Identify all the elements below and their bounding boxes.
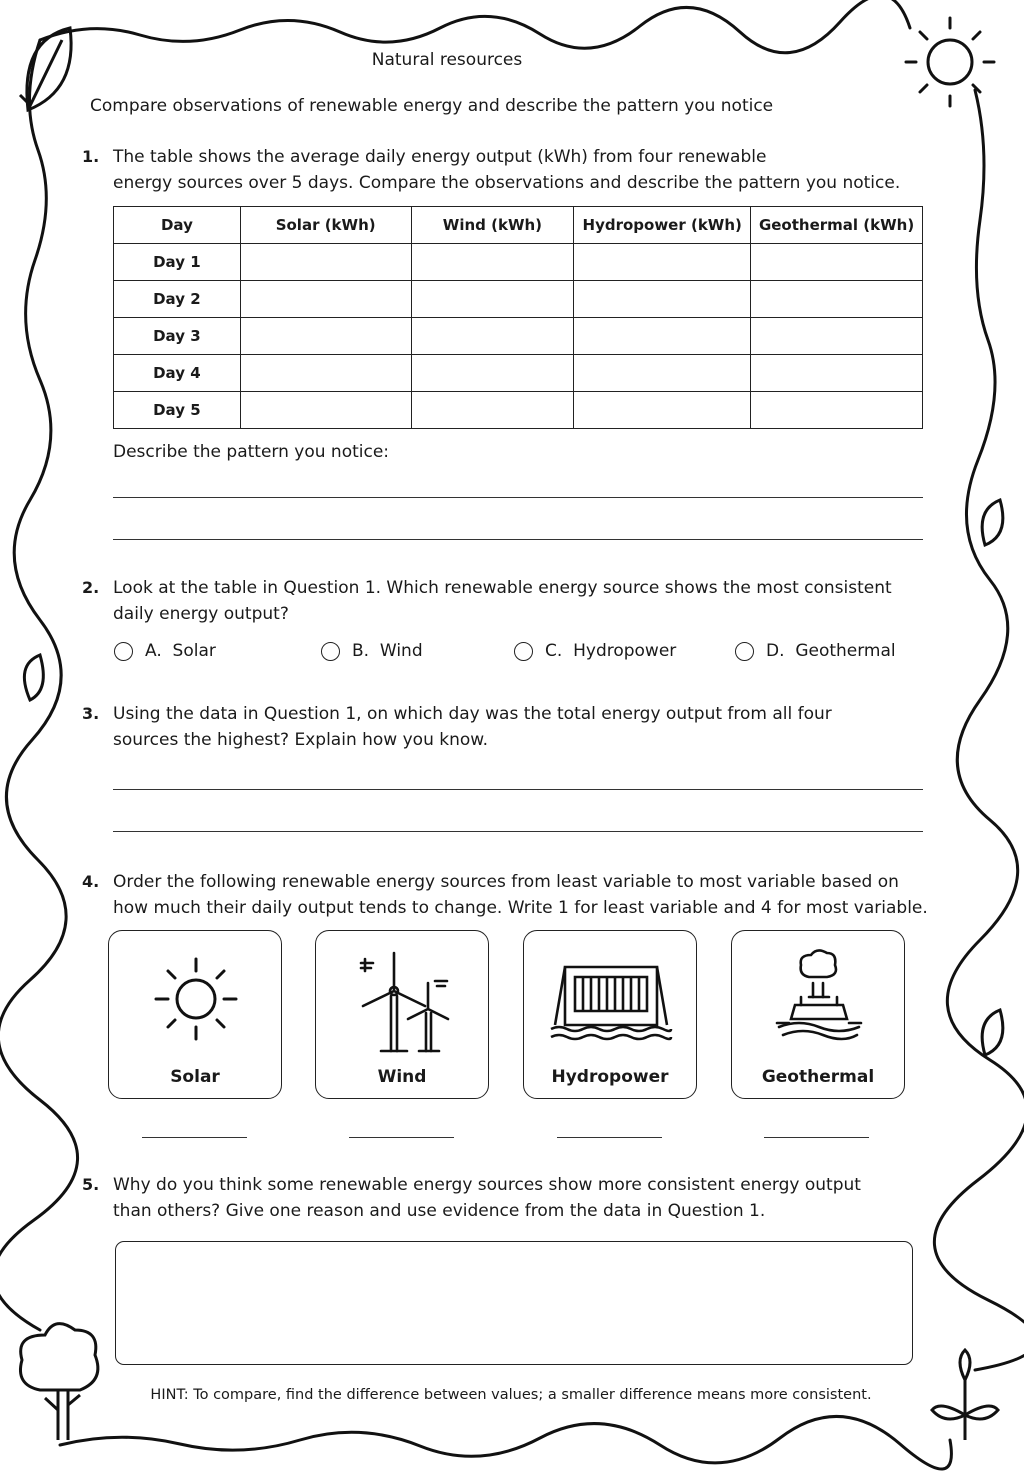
answer-box[interactable]: [115, 1241, 913, 1365]
question-1: [82, 144, 942, 196]
dam-icon: [549, 965, 673, 1043]
question-number: 2.: [82, 578, 100, 597]
question-text: Why do you think some renewable energy sources show more consistent energy output than others? Give one reason and use evidence from the data in Question 1.: [113, 1175, 861, 1221]
answer-cell[interactable]: [240, 281, 411, 318]
question-text: Order the following renewable energy sources from least variable to most variable based on how much their daily output tends to change. Write 1 for least variable and 4 for most variable.: [113, 872, 928, 918]
answer-cell[interactable]: [751, 392, 923, 429]
answer-cell[interactable]: [574, 318, 751, 355]
answer-cell[interactable]: [574, 355, 751, 392]
answer-line[interactable]: [113, 831, 923, 832]
option-b[interactable]: B. Wind: [321, 641, 423, 661]
leaf-icon: [24, 655, 43, 700]
card-label: Wind: [377, 1067, 427, 1087]
answer-line[interactable]: [113, 497, 923, 498]
tree-icon: [20, 1324, 97, 1440]
day-cell: Day 4: [114, 355, 241, 392]
answer-cell[interactable]: [411, 392, 574, 429]
radio-button[interactable]: [114, 642, 133, 661]
answer-cell[interactable]: [574, 392, 751, 429]
card-label: Geothermal: [761, 1067, 875, 1087]
answer-cell[interactable]: [411, 355, 574, 392]
header-day: Day: [114, 207, 241, 244]
border-top-vine: [40, 0, 910, 53]
question-5: [82, 1172, 942, 1224]
page-title: Natural resources: [371, 50, 523, 70]
day-cell: Day 3: [114, 318, 241, 355]
day-cell: Day 5: [114, 392, 241, 429]
rank-input-hydropower[interactable]: [557, 1137, 662, 1138]
table-row: [114, 318, 923, 355]
header-solar: Solar (kWh): [240, 207, 411, 244]
border-left-vine: [0, 40, 78, 1330]
answer-cell[interactable]: [240, 244, 411, 281]
day-cell: Day 1: [114, 244, 241, 281]
card-geothermal: [731, 930, 905, 1099]
pattern-prompt: Describe the pattern you notice:: [113, 442, 390, 462]
rank-input-geothermal[interactable]: [764, 1137, 869, 1138]
option-c[interactable]: C. Hydropower: [514, 641, 676, 661]
table-row: [114, 244, 923, 281]
table-row: [114, 281, 923, 318]
hint-text: HINT: To compare, find the difference between values; a smaller difference means more consistent.: [150, 1387, 872, 1403]
table-row: [114, 355, 923, 392]
answer-cell[interactable]: [751, 281, 923, 318]
answer-cell[interactable]: [240, 355, 411, 392]
question-number: 5.: [82, 1175, 100, 1194]
answer-cell[interactable]: [751, 355, 923, 392]
question-text: The table shows the average daily energy output (kWh) from four renewable energy sources over 5 days. Compare the observations and describe the pattern you notice.: [113, 147, 901, 193]
answer-cell[interactable]: [411, 244, 574, 281]
table-header-row: [114, 207, 923, 244]
answer-cell[interactable]: [240, 392, 411, 429]
question-text: Using the data in Question 1, on which day was the total energy output from all four sources the highest? Explain how you know.: [113, 704, 832, 750]
rank-input-wind[interactable]: [349, 1137, 454, 1138]
card-solar: [108, 930, 282, 1099]
page-subtitle: Compare observations of renewable energy and describe the pattern you notice: [90, 96, 774, 116]
table-row: [114, 392, 923, 429]
border-right-vine: [934, 90, 1024, 1370]
answer-cell[interactable]: [574, 281, 751, 318]
question-2: [82, 575, 942, 627]
border-bottom-vine: [60, 1416, 951, 1469]
wind-turbine-icon: [353, 951, 453, 1055]
answer-line[interactable]: [113, 539, 923, 540]
answer-line[interactable]: [113, 789, 923, 790]
answer-cell[interactable]: [411, 318, 574, 355]
header-wind: Wind (kWh): [411, 207, 574, 244]
header-hydropower: Hydropower (kWh): [574, 207, 751, 244]
question-number: 4.: [82, 872, 100, 891]
rank-input-solar[interactable]: [142, 1137, 247, 1138]
sun-icon: [146, 951, 246, 1051]
card-hydropower: [523, 930, 697, 1099]
card-wind: [315, 930, 489, 1099]
question-4: [82, 869, 962, 921]
radio-button[interactable]: [514, 642, 533, 661]
day-cell: Day 2: [114, 281, 241, 318]
header-geothermal: Geothermal (kWh): [751, 207, 923, 244]
option-d[interactable]: D. Geothermal: [735, 641, 896, 661]
answer-cell[interactable]: [411, 281, 574, 318]
question-text: Look at the table in Question 1. Which renewable energy source shows the most consistent daily energy output?: [113, 578, 892, 624]
radio-button[interactable]: [321, 642, 340, 661]
answer-cell[interactable]: [240, 318, 411, 355]
answer-cell[interactable]: [751, 318, 923, 355]
question-3: [82, 701, 942, 753]
card-label: Solar: [170, 1067, 220, 1087]
geothermal-plant-icon: [769, 947, 869, 1051]
answer-cell[interactable]: [751, 244, 923, 281]
question-number: 1.: [82, 147, 100, 166]
option-a[interactable]: A. Solar: [114, 641, 216, 661]
answer-cell[interactable]: [574, 244, 751, 281]
sun-icon: [906, 18, 994, 106]
question-number: 3.: [82, 704, 100, 723]
radio-button[interactable]: [735, 642, 754, 661]
card-label: Hydropower: [551, 1067, 669, 1087]
energy-table: [113, 206, 923, 429]
